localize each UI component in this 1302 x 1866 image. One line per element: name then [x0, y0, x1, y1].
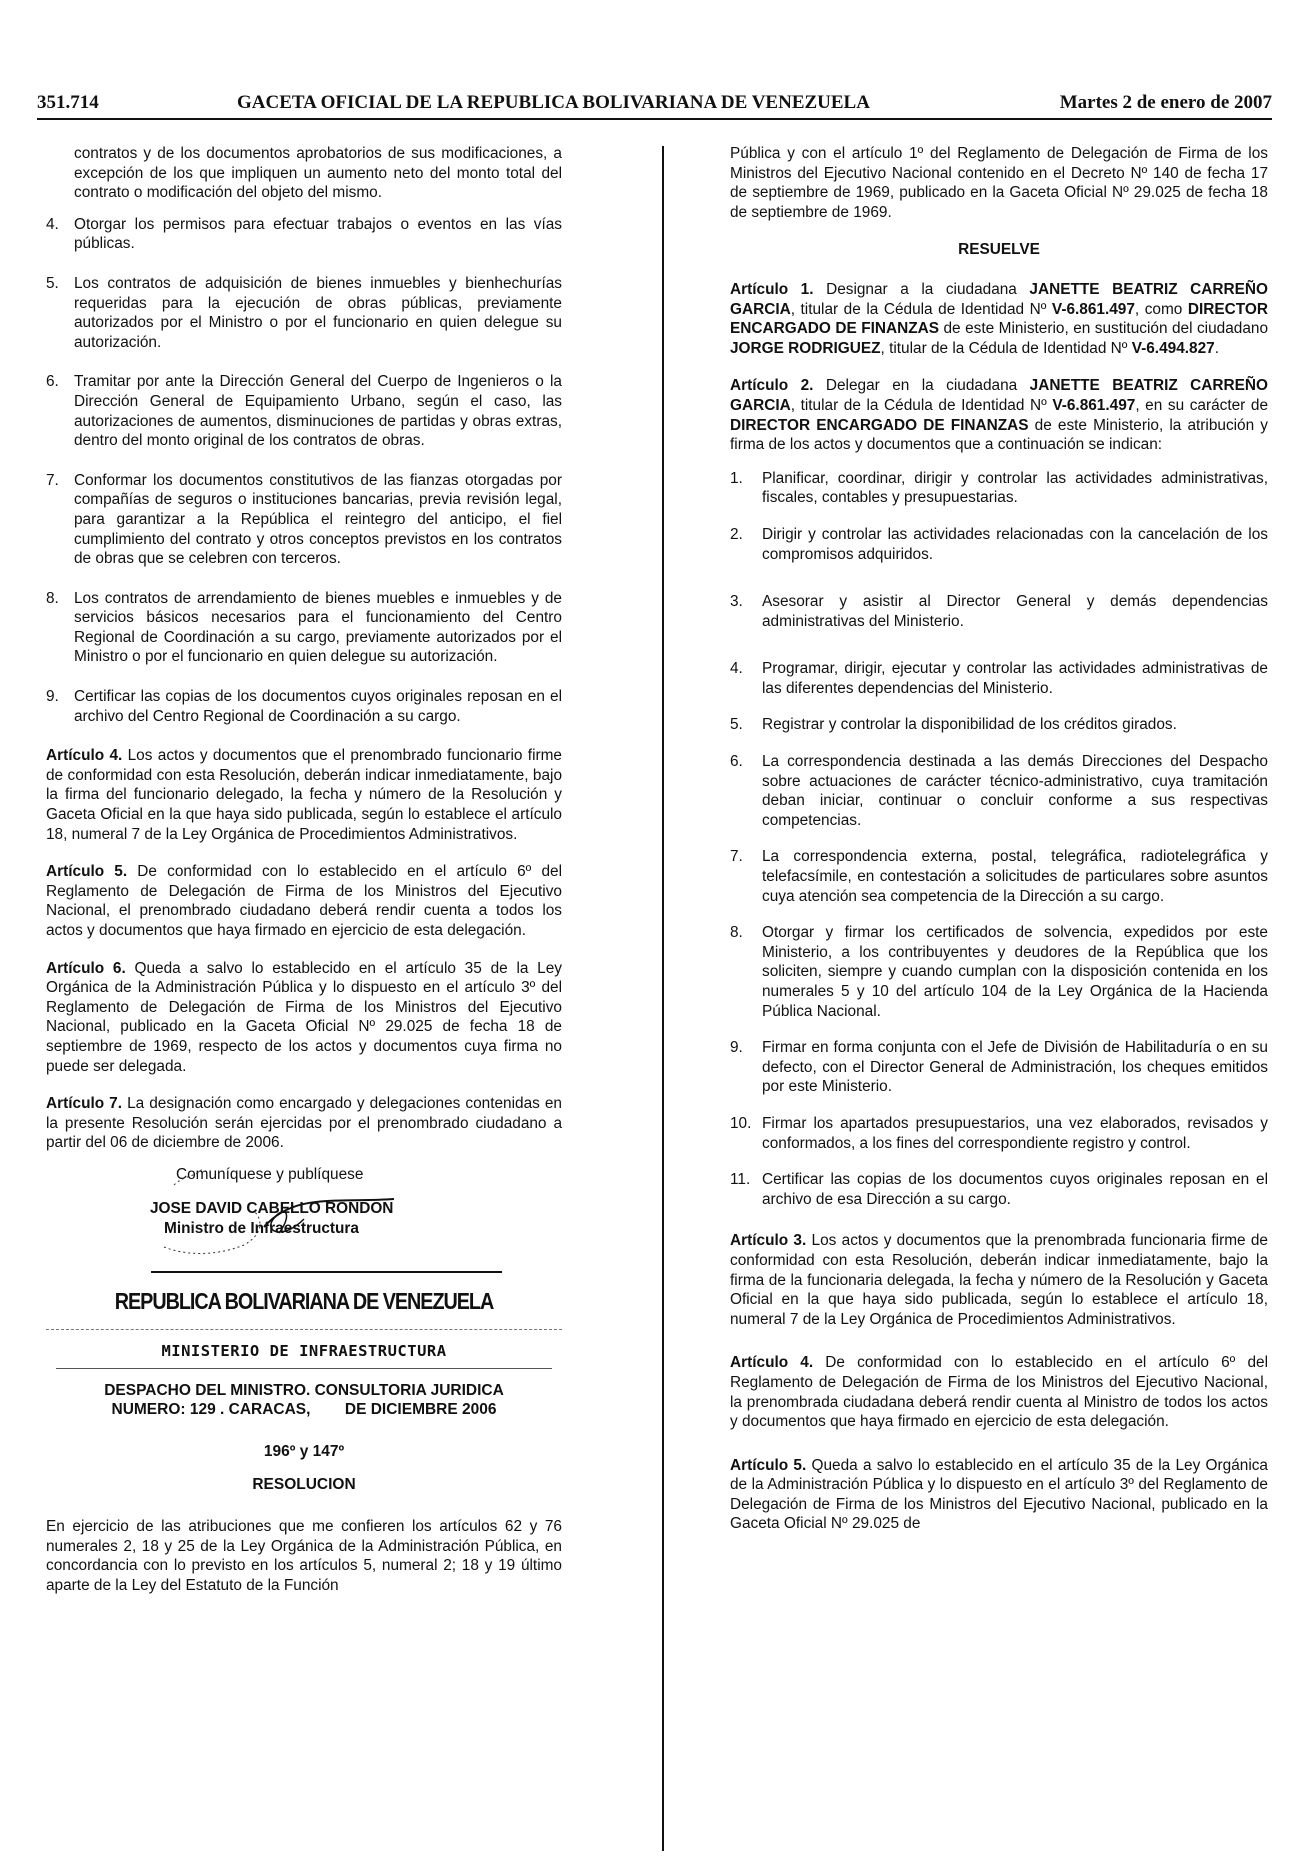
list-item: 5. Los contratos de adquisición de bienes inmuebles y bienhechurías requeridas para la ejecución de obras públicas, previamente autorizados por el Ministro o por el funcionario en quien delegue su autorización. — [46, 274, 562, 351]
despacho-line: DESPACHO DEL MINISTRO. CONSULTORIA JURIDICA — [104, 1381, 504, 1399]
column-divider — [662, 146, 664, 1851]
left-column — [46, 144, 562, 1595]
list-item: 3. Asesorar y asistir al Director General y demás dependencias administrativas del Ministerio. — [730, 593, 1268, 630]
continued-paragraph: Pública y con el artículo 1º del Reglamento de Delegación de Firma de los Ministros del Ejecutivo Nacional contenido en el Decreto Nº 140 de fecha 17 de septiembre de 1969, publicado en la Gaceta Oficial Nº 29.025 de fecha 18 de septiembre de 1969. — [730, 145, 1268, 221]
list-item: 10. Firmar los apartados presupuestarios, una vez elaborados, revisados y conformados, a los fines del correspondiente registro y control. — [730, 1114, 1268, 1152]
signature-block — [46, 1163, 562, 1271]
article-7: Artículo 7. La designación como encargado y delegaciones contenidas en la presente Resolución serán ejercidas por el prenombrado ciudadano a partir del 06 de diciembre de 2006. — [46, 1095, 562, 1152]
list-item: 9. Certificar las copias de los documentos cuyos originales reposan en el archivo del Centro Regional de Coordinación a su cargo. — [46, 688, 562, 725]
intro-paragraph: En ejercicio de las atribuciones que me confieren los artículos 62 y 76 numerales 2, 18 y 25 de la Ley Orgánica de la Administración Pública, en concordancia con lo previsto en los artículos 5, numeral 2; 18 y 19 último aparte de la Ley del Estatuto de la Función — [46, 1517, 562, 1594]
comuniquese-line: Comuníquese y publíquese — [176, 1165, 364, 1183]
issue-date: Martes 2 de enero de 2007 — [1059, 92, 1272, 113]
resuelve-heading: RESUELVE — [958, 241, 1040, 259]
divider — [46, 1329, 562, 1330]
article-5: Artículo 5. Queda a salvo lo establecido en el artículo 35 de la Ley Orgánica de la Administración Pública y lo dispuesto en el artículo 3º del Reglamento de Delegación de Firma de los Ministros del Ejecutivo Nacional, publicado en la Gaceta Oficial Nº 29.025 de — [730, 1456, 1268, 1533]
divider — [151, 1271, 502, 1273]
article-3: Artículo 3. Los actos y documentos que la prenombrada funcionaria firme de conformidad con esta Resolución, deberán indicar inmediatamente, bajo la firma de la funcionaria delegada, la fecha y número de la Resolución y Gaceta Oficial en la que haya sido publicada, según lo establece el artículo 18, numeral 7 de la Ley Orgánica de Procedimientos Administrativos. — [730, 1232, 1268, 1328]
years-line: 196º y 147º — [263, 1442, 345, 1460]
list-item: 1. Planificar, coordinar, dirigir y controlar las actividades administrativas, fiscales, contables y presupuestarias. — [730, 469, 1268, 507]
page-number: 351.714 — [37, 92, 99, 113]
continued-paragraph: contratos y de los documentos aprobatorios de sus modificaciones, a excepción de los que impliquen un aumento neto del monto total del contrato o modificación del objeto del mismo. — [74, 145, 562, 202]
resolution-title: RESOLUCION — [252, 1476, 356, 1494]
article-2: Artículo 2. Delegar en la ciudadana JANETTE BEATRIZ CARREÑO GARCIA, titular de la Cédula de Identidad Nº V-6.861.497, en su carácter de DIRECTOR ENCARGADO DE FINANZAS de este Ministerio, la atribución y firma de los actos y documentos que a continuación se indican: — [730, 377, 1268, 454]
gazette-title: GACETA OFICIAL DE LA REPUBLICA BOLIVARIANA DE VENEZUELA — [237, 92, 870, 113]
signer-title: Ministro de Infraestructura — [164, 1219, 359, 1237]
list-item: 7. La correspondencia externa, postal, telegráfica, radiotelegráfica y telefacsímile, en contestación a solicitudes de particulares sobre asuntos cuya atención sea competencia de la Dirección a su cargo. — [730, 848, 1268, 905]
article-6: Artículo 6. Queda a salvo lo establecido en el artículo 35 de la Ley Orgánica de la Administración Pública y lo dispuesto en el artículo 3º del Reglamento de Delegación de Firma de los Ministros del Ejecutivo Nacional, publicado en la Gaceta Oficial Nº 29.025 de fecha 18 de septiembre de 1969, respecto de los actos y documentos cuya firma no puede ser delegada. — [46, 959, 562, 1075]
list-item: 5. Registrar y controlar la disponibilidad de los créditos girados. — [730, 716, 1177, 734]
list-item: 11. Certificar las copias de los documentos cuyos originales reposan en el archivo de esa Dirección a su cargo. — [730, 1171, 1268, 1208]
ministry-heading: MINISTERIO DE INFRAESTRUCTURA — [161, 1341, 447, 1360]
article-4: Artículo 4. Los actos y documentos que el prenombrado funcionario firme de conformidad con esta Resolución, deberán indicar inmediatamente, bajo la firma del funcionario delegado, la fecha y número de la Resolución y Gaceta Oficial en la que haya sido publicada, según lo establece el artículo 18, numeral 7 de la Ley Orgánica de Procedimientos Administrativos. — [46, 747, 562, 843]
list-item: 6. La correspondencia destinada a las demás Direcciones del Despacho sobre actuaciones de carácter técnico-administrativo, cuya tramitación deban iniciar, continuar o concluir conforme a sus respectivas competencias. — [730, 753, 1268, 829]
divider — [56, 1368, 552, 1369]
right-column — [730, 144, 1268, 1534]
list-item: 4. Otorgar los permisos para efectuar trabajos o eventos en las vías públicas. — [46, 215, 562, 253]
list-item: 6. Tramitar por ante la Dirección General del Cuerpo de Ingenieros o la Dirección General de Equipamiento Urbano, según el caso, las autorizaciones de aumentos, disminuciones de partidas y obras extras, dentro del monto original de los contratos de obras. — [46, 373, 562, 450]
resolution-number: NUMERO: 129 . CARACAS, DE DICIEMBRE 2006 — [111, 1401, 497, 1419]
page-header — [37, 92, 1272, 120]
republic-heading: REPUBLICA BOLIVARIANA DE VENEZUELA — [114, 1287, 494, 1314]
list-item: 9. Firmar en forma conjunta con el Jefe de División de Habilitaduría o en su defecto, con el Director General de Administración, los cheques emitidos por este Ministerio. — [730, 1039, 1268, 1096]
list-item: 7. Conformar los documentos constitutivos de las fianzas otorgadas por compañías de seguros o instituciones bancarias, previa revisión legal, para garantizar a la República el reintegro del anticipo, el fiel cumplimiento del contrato y otros conceptos previstos en los contratos de obras que se celebren con terceros. — [46, 471, 562, 568]
article-5: Artículo 5. De conformidad con lo establecido en el artículo 6º del Reglamento de Delegación de Firma de los Ministros del Ejecutivo Nacional, el prenombrado ciudadano deberá rendir cuenta a todos los actos y documentos que haya firmado en ejercicio de esta delegación. — [46, 863, 562, 939]
article-1: Artículo 1. Designar a la ciudadana JANETTE BEATRIZ CARREÑO GARCIA, titular de la Cédula de Identidad Nº V-6.861.497, como DIRECTOR ENCARGADO DE FINANZAS de este Ministerio, en sustitución del ciudadano JORGE RODRIGUEZ, titular de la Cédula de Identidad Nº V-6.494.827. — [730, 280, 1268, 357]
article-4: Artículo 4. De conformidad con lo establecido en el artículo 6º del Reglamento de Delegación de Firma de los Ministros del Ejecutivo Nacional, la prenombrada ciudadana deberá rendir cuenta al Ministro de todos los actos y documentos que haya firmado en ejercicio de esta delegación. — [730, 1354, 1268, 1431]
list-item: 4. Programar, dirigir, ejecutar y controlar las actividades administrativas de las diferentes dependencias del Ministerio. — [730, 660, 1268, 697]
list-item: 8. Los contratos de arrendamiento de bienes muebles e inmuebles y de servicios básicos necesarios para el funcionamiento del Centro Regional de Coordinación a su cargo, previamente autorizados por el Ministro o por el funcionario en quien delegue su autorización. — [46, 589, 562, 666]
signer-name: JOSE DAVID CABELLO RONDON — [150, 1199, 394, 1217]
list-item: 8. Otorgar y firmar los certificados de solvencia, expedidos por este Ministerio, a los contribuyentes y deudores de la República que los soliciten, siempre y cuando cumplan con la disposición contenida en los numerales 5 y 10 del artículo 104 de la Ley Orgánica de la Hacienda Pública Nacional. — [730, 924, 1268, 1020]
list-item: 2. Dirigir y controlar las actividades relacionadas con la cancelación de los compromisos adquiridos. — [730, 525, 1268, 563]
